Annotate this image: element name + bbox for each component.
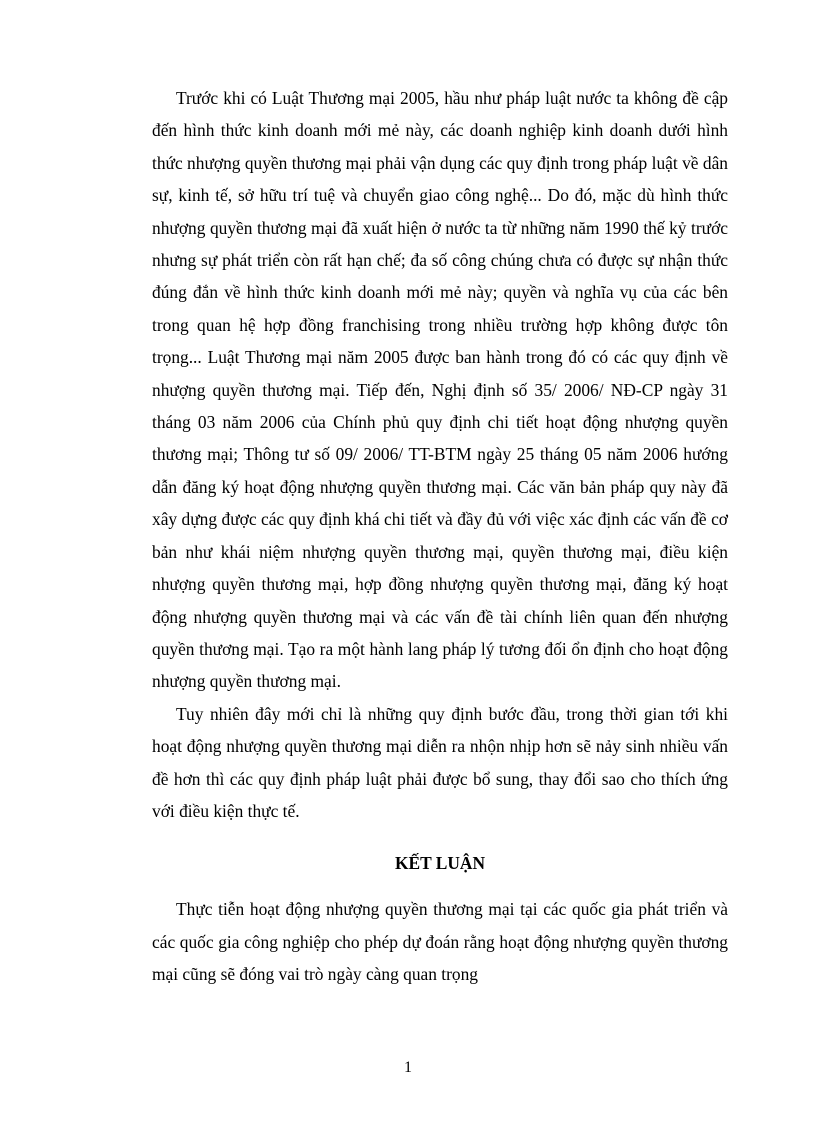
- page-number: 1: [404, 1059, 412, 1076]
- document-body: [152, 82, 728, 991]
- paragraph-conclusion: Thực tiễn hoạt động nhượng quyền thương mại tại các quốc gia phát triển và các quốc gia công nghiệp cho phép dự đoán rằng hoạt động nhượng quyền thương mại cũng sẽ đóng vai trò ngày càng quan trọng: [152, 899, 728, 985]
- paragraph-history: Trước khi có Luật Thương mại 2005, hầu như pháp luật nước ta không đề cập đến hình thức kinh doanh mới mẻ này, các doanh nghiệp kinh doanh dưới hình thức nhượng quyền thương mại phải vận dụng các quy định trong pháp luật về dân sự, kinh tế, sở hữu trí tuệ và chuyển giao công nghệ... Do đó, mặc dù hình thức nhượng quyền thương mại đã xuất hiện ở nước ta từ những năm 1990 thế kỷ trước nhưng sự phát triển còn rất hạn chế; đa số công chúng chưa có được sự nhận thức đúng đắn về hình thức kinh doanh mới mẻ này; quyền và nghĩa vụ của các bên trong quan hệ hợp đồng franchising trong nhiều trường hợp không được tôn trọng... Luật Thương mại năm 2005 được ban hành trong đó có các quy định về nhượng quyền thương mại. Tiếp đến, Nghị định số 35/ 2006/ NĐ-CP ngày 31 tháng 03 năm 2006 của Chính phủ quy định chi tiết hoạt động nhượng quyền thương mại; Thông tư số 09/ 2006/ TT-BTM ngày 25 tháng 05 năm 2006 hướng dẫn đăng ký hoạt động nhượng quyền thương mại. Các văn bản pháp quy này đã xây dựng được các quy định khá chi tiết và đầy đủ với việc xác định các vấn đề cơ bản như khái niệm nhượng quyền thương mại, quyền thương mại, điều kiện nhượng quyền thương mại, hợp đồng nhượng quyền thương mại, đăng ký hoạt động nhượng quyền thương mại và các vấn đề tài chính liên quan đến nhượng quyền thương mại. Tạo ra một hành lang pháp lý tương đối ổn định cho hoạt động nhượng quyền thương mại.: [152, 88, 728, 692]
- paragraph-outlook: Tuy nhiên đây mới chỉ là những quy định bước đầu, trong thời gian tới khi hoạt động nhượng quyền thương mại diễn ra nhộn nhịp hơn sẽ nảy sinh nhiều vấn đề hơn thì các quy định pháp luật phải được bổ sung, thay đổi sao cho thích ứng với điều kiện thực tế.: [152, 703, 728, 821]
- section-heading-conclusion: KẾT LUẬN: [394, 853, 486, 874]
